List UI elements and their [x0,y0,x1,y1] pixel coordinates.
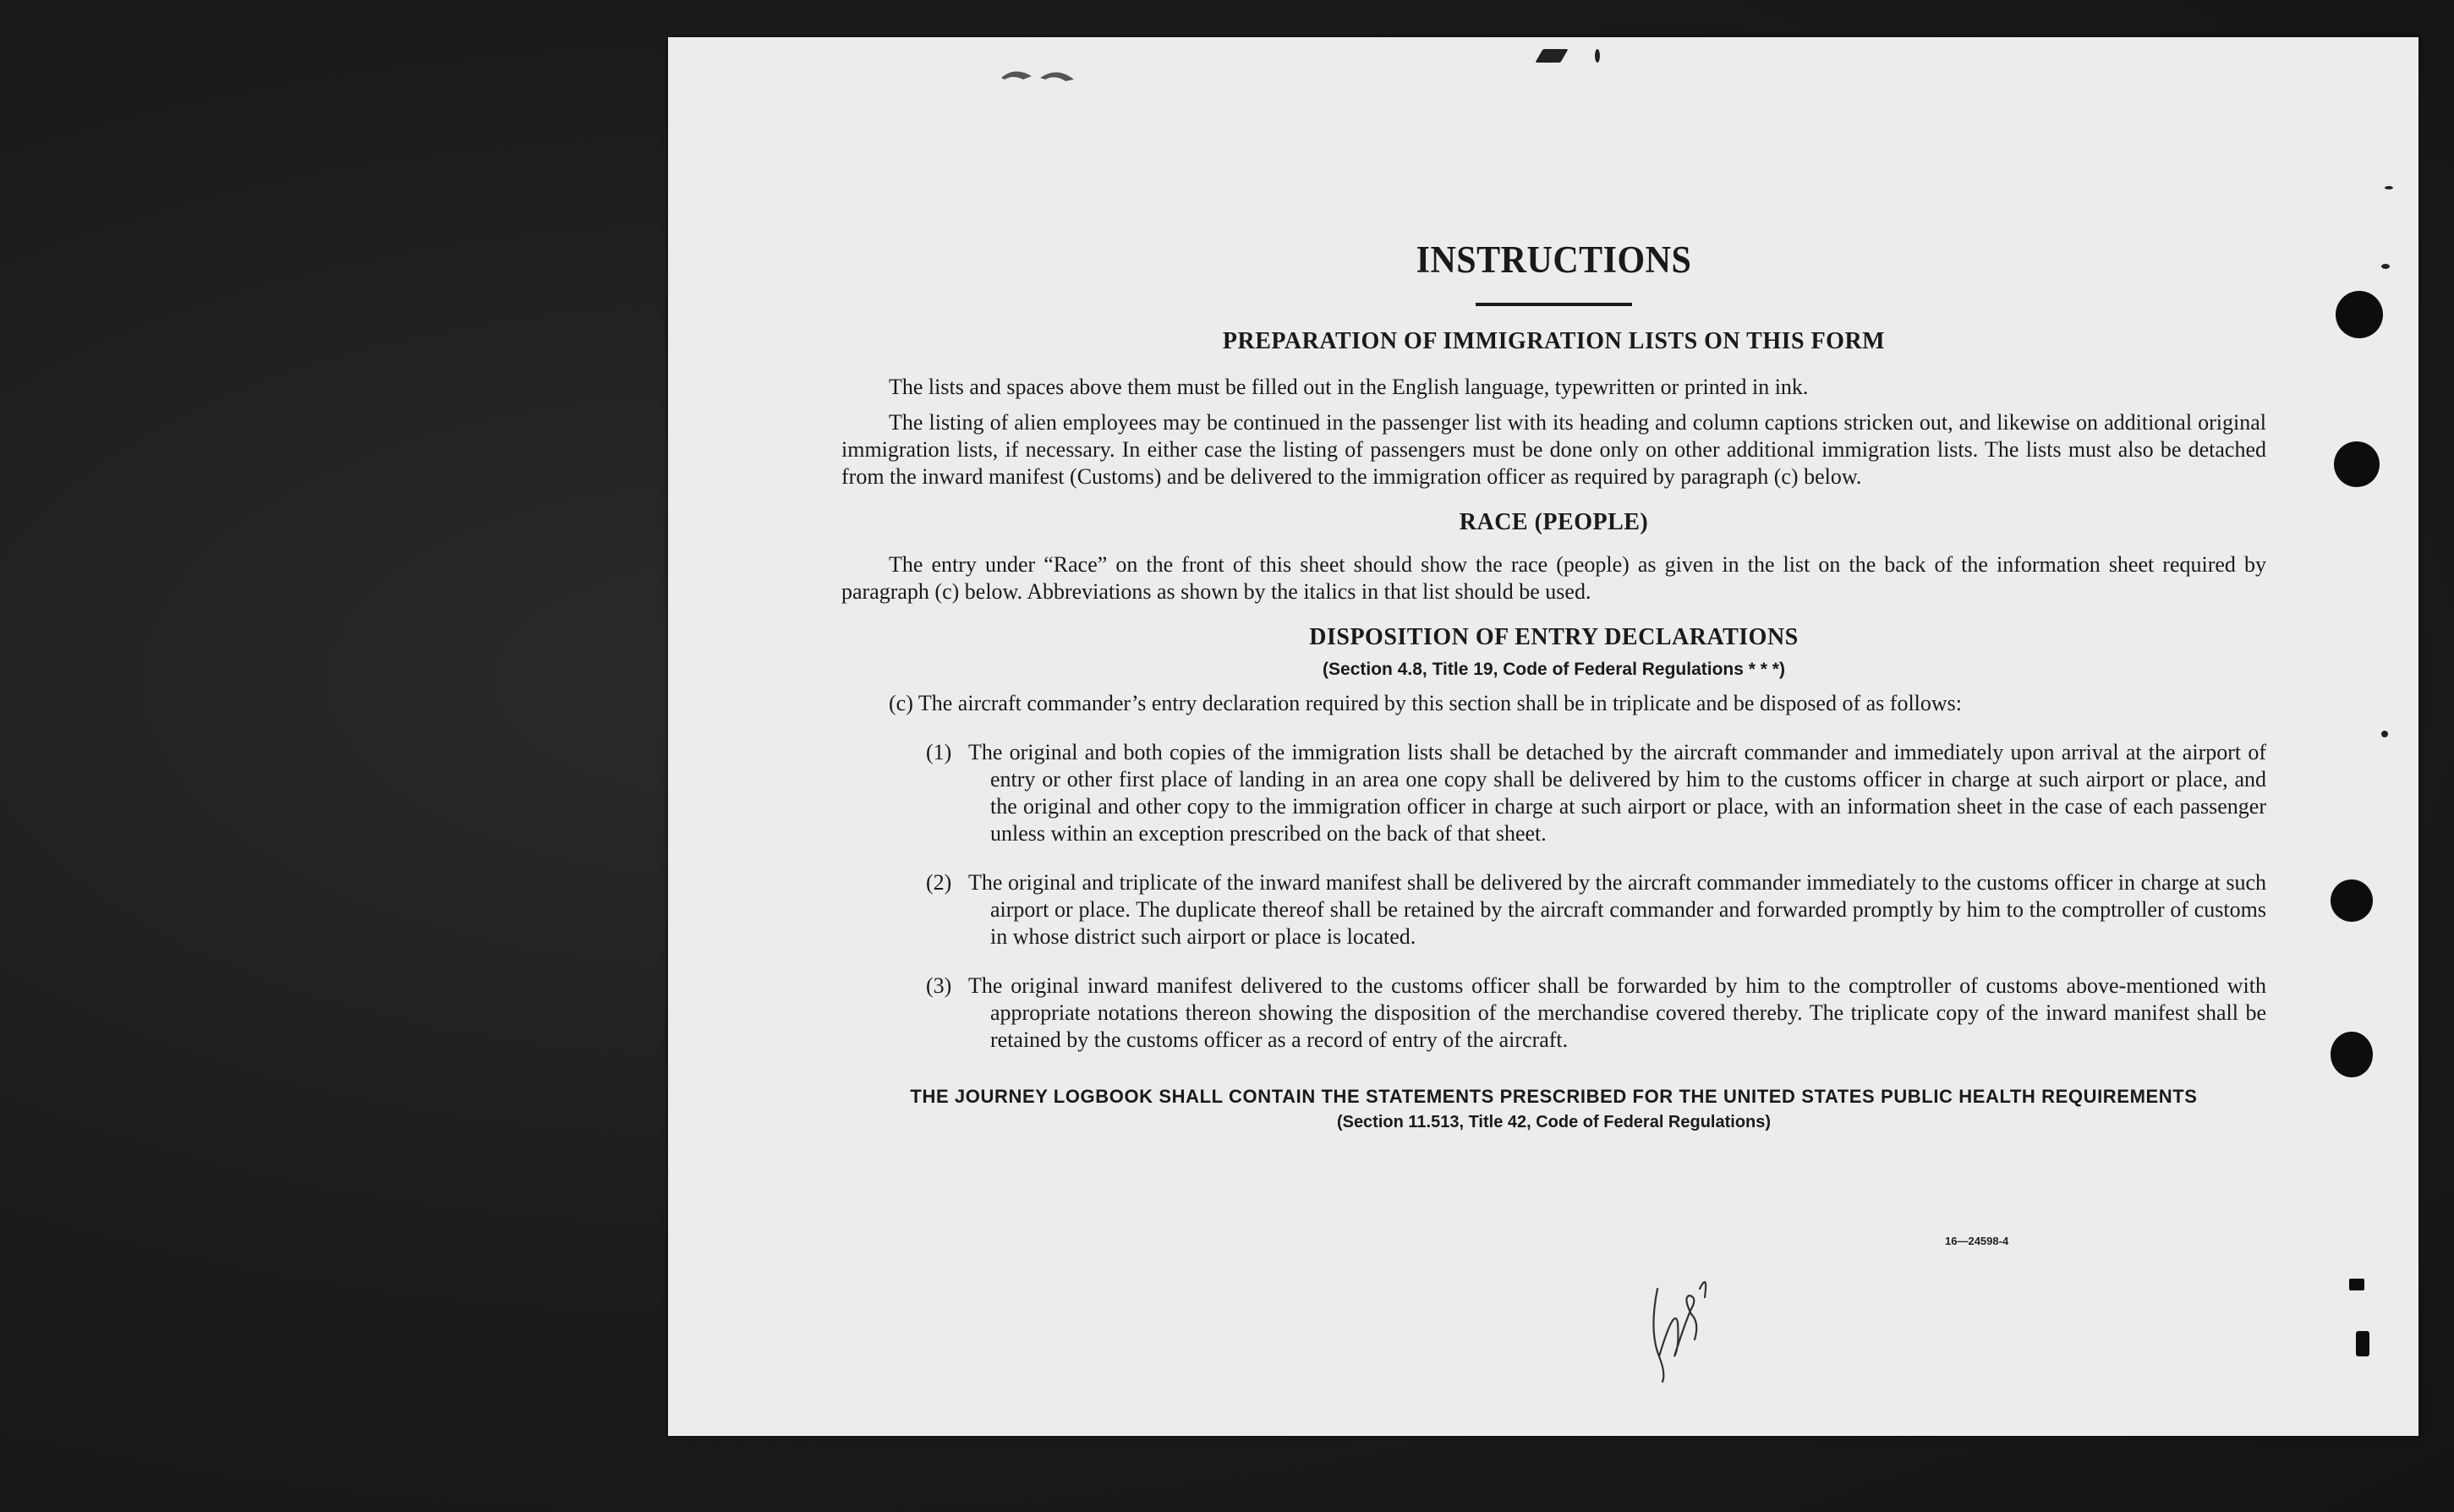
disposition-citation: (Section 4.8, Title 19, Code of Federal Regulations * * *) [1323,660,1785,679]
handwritten-initials-icon [1641,1255,1717,1390]
disposition-item-3 [841,972,2266,1054]
item-number: (2) [926,870,952,895]
scan-speck [1535,49,1568,63]
instructions-content [841,240,2266,1132]
punch-hole-icon [2331,879,2373,922]
punch-hole-icon [2334,441,2380,487]
document-page [668,37,2418,1436]
footer-statement: THE JOURNEY LOGBOOK SHALL CONTAIN THE STATEMENTS PRESCRIBED FOR THE UNITED STATES PUBLIC HEALTH REQUIREMENTS [910,1086,2198,1107]
edge-mark-icon [2349,1279,2364,1290]
form-number: 16—24598-4 [1945,1235,2009,1247]
punch-hole-icon [2336,291,2383,338]
page-title: INSTRUCTIONS [1416,239,1692,282]
disposition-intro: (c) The aircraft commander’s entry declaration required by this section shall be in triplicate and be disposed of as follows: [889,691,1963,715]
item-text: The original inward manifest delivered to the customs officer shall be forwarded by him to the comptroller of customs above-mentioned with appropriate notations thereon showing the disposition of the merchandise covered thereby. The triplicate copy of the inward manifest shall be retained by the customs officer as a record of entry of the aircraft. [968,973,2266,1052]
footer-citation: (Section 11.513, Title 42, Code of Federal Regulations) [1336,1113,1772,1131]
race-heading: RACE (PEOPLE) [1459,509,1649,535]
item-number: (3) [926,973,952,998]
item-text: The original and triplicate of the inward manifest shall be delivered by the aircraft commander immediately to the customs officer in charge at such airport or place. The duplicate thereof shall be retained by the aircraft commander and forwarded promptly by him to the comptroller of customs in whose district such airport or place is located. [968,870,2266,949]
race-paragraph: The entry under “Race” on the front of this sheet should show the race (people) as given in the list on the back of the information sheet required by paragraph (c) below. Abbreviations as shown by the italics in that list should be used. [841,552,2266,604]
scan-speck [2381,731,2388,737]
scan-speck [1595,49,1600,63]
preparation-paragraph-1: The lists and spaces above them must be filled out in the English language, typewritten or printed in ink. [889,375,1809,399]
preparation-paragraph-2: The listing of alien employees may be continued in the passenger list with its heading and column captions stricken out, and likewise on additional original immigration lists, if necessary. In either case the listing of passengers must be done only on other additional immigration lists. The lists must also be detached from the inward manifest (Customs) and be delivered to the immigration officer as required by paragraph (c) below. [841,410,2266,489]
item-text: The original and both copies of the immigration lists shall be detached by the aircraft commander and immediately upon arrival at the airport of entry or other first place of landing in an area one copy shall be delivered by him to the customs officer in charge at such airport or place, and the original and other copy to the immigration officer in charge at such airport or place, with an information sheet in the case of each passenger unless within an exception prescribed on the back of that sheet. [968,740,2266,846]
disposition-heading: DISPOSITION OF ENTRY DECLARATIONS [1309,624,1799,650]
disposition-item-2 [841,869,2266,950]
scan-speck [2381,264,2390,269]
smudge-mark-icon [998,63,1091,88]
title-underline [1476,303,1632,306]
scan-speck [2385,186,2393,189]
preparation-heading: PREPARATION OF IMMIGRATION LISTS ON THIS FORM [1222,328,1886,354]
edge-mark-icon [2356,1331,2369,1356]
punch-hole-icon [2331,1032,2373,1077]
disposition-item-1 [841,739,2266,847]
item-number: (1) [926,740,952,764]
